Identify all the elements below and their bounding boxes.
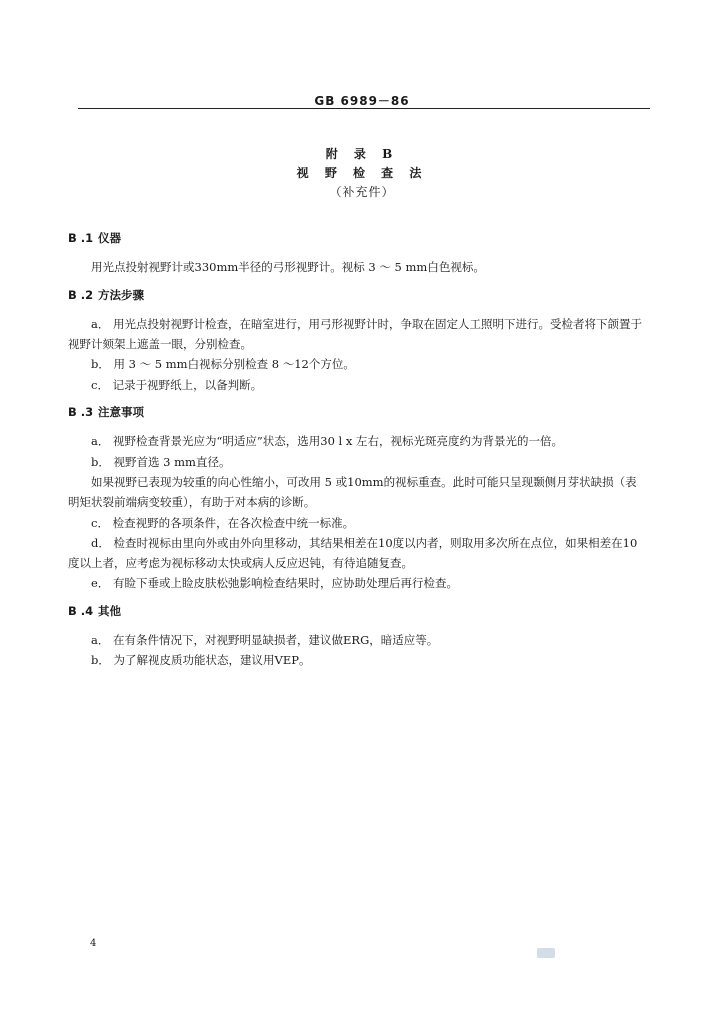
list-item: a． 在有条件情况下，对视野明显缺损者，建议做ERG，暗适应等。 xyxy=(91,633,439,648)
appendix-type: （补充件） xyxy=(329,185,395,199)
section-heading: B .4 其他 xyxy=(68,603,121,618)
document-body xyxy=(68,228,648,671)
paragraph: 用光点投射视野计或330mm半径的弓形视野计。视标 3 ～ 5 mm白色视标。 xyxy=(91,260,485,275)
list-item: b． 为了解视皮质功能状态，建议用VEP。 xyxy=(91,653,311,668)
paragraph: 如果视野已表现为较重的向心性缩小，可改用 5 或10mm的视标重查。此时可能只呈现颞侧月芽状缺损（表明矩状裂前端病变较重），有助于对本病的诊断。 xyxy=(68,474,637,510)
list-item: b． 视野首选 3 mm直径。 xyxy=(91,454,231,469)
page-number: 4 xyxy=(90,938,97,949)
appendix-title xyxy=(0,145,724,202)
list-item: a． 视野检查背景光应为“明适应”状态，选用30 l x 左右，视标光斑亮度约为背景光的一倍。 xyxy=(91,434,564,449)
list-item: d． 检查时视标由里向外或由外向里移动，其结果相差在10度以内者，则取用多次所在点位，如果相差在10度以上者，应考虑为视标移动太快或病人反应迟钝，有待追随复查。 xyxy=(68,535,638,571)
list-item: c． 检查视野的各项条件，在各次检查中统一标准。 xyxy=(91,515,355,530)
page-header xyxy=(0,90,724,109)
appendix-name: 视 野 检 查 法 xyxy=(296,166,428,180)
header-rule xyxy=(78,108,650,109)
standard-number: GB 6989－86 xyxy=(314,94,410,108)
appendix-label: 附 录 B xyxy=(325,147,399,161)
list-item: c． 记录于视野纸上，以备判断。 xyxy=(91,377,263,392)
list-item: e． 有睑下垂或上睑皮肤松弛影响检查结果时，应协助处理后再行检查。 xyxy=(91,576,458,591)
list-item: a． 用光点投射视野计检查，在暗室进行，用弓形视野计时，争取在固定人工照明下进行。受检者将下颌置于视野计颏架上遮盖一眼，分别检查。 xyxy=(68,316,643,352)
list-item: b． 用 3 ～ 5 mm白视标分别检查 8 ～12个方位。 xyxy=(91,357,355,372)
publisher-stamp-icon xyxy=(537,948,555,958)
section-heading: B .2 方法步骤 xyxy=(68,287,144,302)
section-heading: B .3 注意事项 xyxy=(68,405,144,420)
section-heading: B .1 仪器 xyxy=(68,231,121,245)
